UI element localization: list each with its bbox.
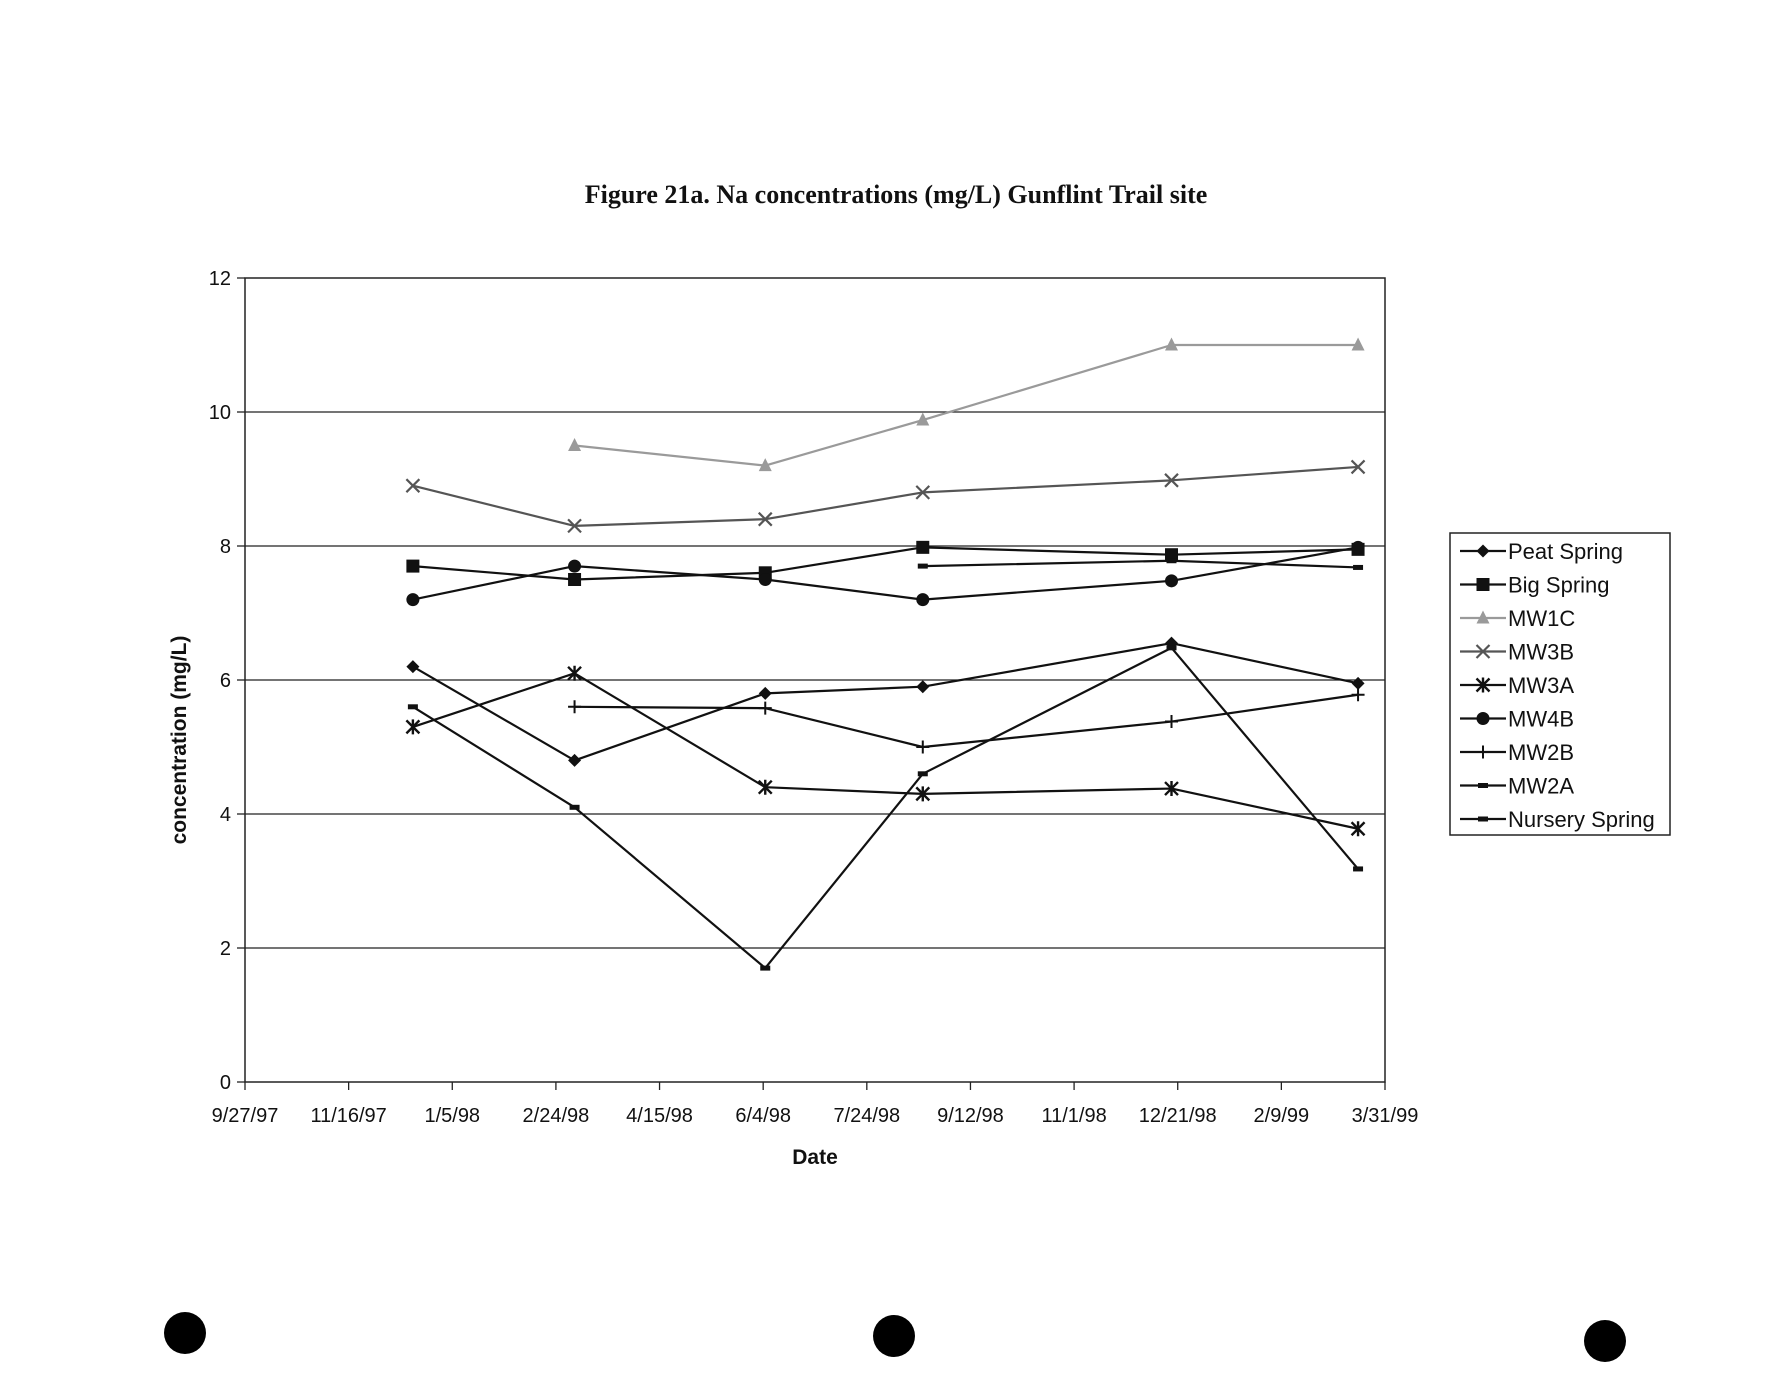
legend-label-mw3a: MW3A [1508, 673, 1574, 698]
data-point-mw4b [1165, 574, 1178, 587]
data-point-nursery-spring [1353, 565, 1363, 570]
data-point-mw4b [568, 560, 581, 573]
series-mw3a [406, 666, 1364, 836]
series-mw1c [568, 338, 1364, 472]
series-nursery-spring [918, 558, 1363, 570]
x-tick-label: 7/24/98 [833, 1105, 901, 1127]
legend-marker-big-spring [1477, 578, 1490, 591]
data-point-mw2a [408, 704, 418, 709]
x-tick-label: 3/31/99 [1351, 1105, 1419, 1127]
data-point-big-spring [568, 573, 581, 586]
series-line-mw3a [413, 673, 1358, 828]
series-line-mw4b [413, 547, 1358, 599]
x-tick-label: 2/24/98 [522, 1105, 590, 1127]
y-tick-label: 0 [219, 1072, 231, 1094]
data-point-peat-spring [916, 680, 929, 693]
x-tick-label: 6/4/98 [735, 1105, 791, 1127]
legend-label-mw1c: MW1C [1508, 606, 1576, 631]
series-line-mw3b [413, 467, 1358, 526]
data-point-mw4b [406, 593, 419, 606]
y-tick-label: 8 [219, 536, 231, 558]
y-tick-label: 4 [219, 804, 231, 826]
data-point-big-spring [406, 560, 419, 573]
data-point-mw2a [1167, 645, 1177, 650]
data-point-mw3a [406, 719, 419, 734]
x-tick-label: 9/27/97 [211, 1105, 279, 1127]
gridlines [245, 412, 1385, 948]
series-mw2a [408, 645, 1363, 970]
legend-marker-nursery-spring [1478, 817, 1488, 822]
series-mw4b [406, 541, 1364, 606]
legend [1450, 533, 1670, 835]
y-axis-label: concentration (mg/L) [168, 635, 191, 845]
legend-label-peat-spring: Peat Spring [1508, 539, 1623, 564]
data-point-big-spring [916, 541, 929, 554]
data-point-mw2b [759, 702, 772, 715]
x-tick-label: 11/1/98 [1041, 1105, 1107, 1127]
series-line-mw2b [575, 695, 1358, 747]
legend-label-mw4b: MW4B [1508, 706, 1574, 732]
binder-hole-right [1584, 1320, 1626, 1362]
data-point-mw2b [1352, 688, 1365, 701]
data-point-mw3a [568, 666, 581, 681]
legend-label-mw2a: MW2A [1508, 773, 1574, 799]
data-point-peat-spring [1352, 677, 1365, 690]
legend-label-nursery-spring: Nursery Spring [1508, 807, 1655, 832]
y-tick-label: 10 [208, 402, 231, 424]
data-point-mw2a [570, 805, 580, 810]
data-point-mw4b [759, 573, 772, 586]
data-point-peat-spring [759, 687, 772, 700]
legend-label-mw3b: MW3B [1508, 639, 1574, 665]
data-point-nursery-spring [918, 564, 928, 569]
data-point-mw2b [568, 700, 581, 713]
y-tick-label: 12 [208, 268, 231, 290]
legend-marker-mw2a [1478, 783, 1488, 788]
data-point-mw1c [568, 438, 581, 451]
data-point-mw2a [760, 966, 770, 971]
y-tick-label: 6 [219, 670, 231, 692]
binder-hole-left [164, 1312, 206, 1354]
data-point-nursery-spring [1167, 558, 1177, 563]
data-point-mw4b [1352, 541, 1365, 554]
x-axis-label: Date [792, 1146, 838, 1169]
axes [209, 268, 1419, 1127]
x-tick-label: 4/15/98 [626, 1105, 693, 1127]
x-tick-label: 12/21/98 [1138, 1105, 1217, 1127]
binder-hole-center [873, 1315, 915, 1357]
data-point-mw2b [1165, 715, 1178, 728]
legend-label-mw2b: MW2B [1508, 740, 1574, 765]
data-point-peat-spring [406, 660, 419, 673]
series-line-mw1c [575, 345, 1358, 466]
y-tick-label: 2 [219, 938, 231, 960]
legend-label-big-spring: Big Spring [1508, 572, 1610, 598]
chart-title: Figure 21a. Na concentrations (mg/L) Gunflint Trail site [584, 180, 1208, 209]
data-point-mw4b [916, 593, 929, 606]
data-point-mw2b [916, 741, 929, 754]
series-group [406, 338, 1364, 971]
x-tick-label: 1/5/98 [424, 1105, 481, 1127]
x-tick-label: 9/12/98 [937, 1105, 1004, 1127]
legend-marker-mw4b [1477, 712, 1490, 725]
series-line-mw2a [413, 648, 1358, 968]
data-point-peat-spring [568, 754, 581, 767]
series-line-nursery-spring [923, 561, 1358, 568]
data-point-mw2a [1353, 866, 1363, 871]
data-point-mw2a [918, 771, 928, 776]
x-tick-label: 11/16/97 [310, 1105, 387, 1127]
series-mw3b [406, 460, 1364, 532]
x-tick-label: 2/9/99 [1253, 1105, 1310, 1127]
series-peat-spring [406, 637, 1364, 767]
